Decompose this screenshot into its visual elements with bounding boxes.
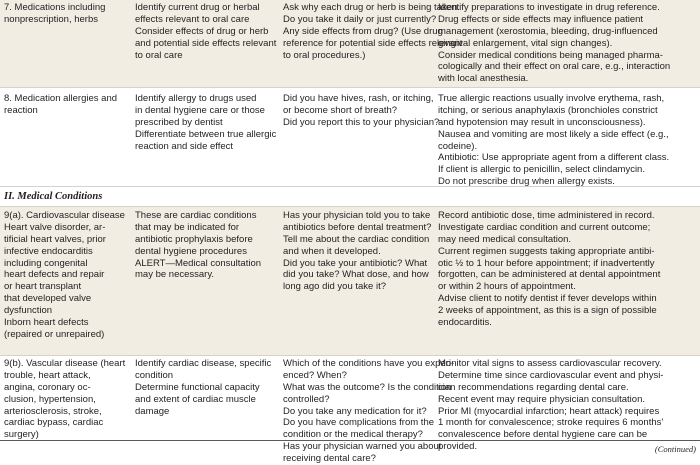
cell-line: heart defects and repair bbox=[4, 269, 105, 281]
cell-line: What was the outcome? Is the condition bbox=[283, 381, 452, 393]
cell-line: Do not prescribe drug when allergy exists. bbox=[438, 176, 615, 188]
row-7-questions bbox=[283, 2, 462, 61]
cell-line: Identify current drug or herbal bbox=[135, 2, 260, 13]
cell-line: True allergic reactions usually involve erythema, rash, bbox=[438, 93, 665, 104]
continued-footer: (Continued) bbox=[654, 444, 696, 454]
cell-line: Determine time since cardiovascular event and physi- bbox=[438, 369, 664, 381]
cell-line: Has your physician warned you about bbox=[283, 441, 442, 453]
cell-line: These are cardiac conditions bbox=[135, 210, 257, 221]
cell-line: Identify allergy to drugs used bbox=[135, 93, 257, 104]
cell-line: Determine functional capacity bbox=[135, 381, 260, 393]
row-9a-item bbox=[4, 210, 125, 341]
cell-line: surgery) bbox=[4, 429, 39, 441]
cell-line: or within 2 hours of appointment. bbox=[438, 281, 576, 293]
cell-line: 8. Medication allergies and bbox=[4, 93, 118, 104]
cell-line: Prior MI (myocardial infarction; heart attack) requires bbox=[438, 405, 660, 417]
cell-line: Which of the conditions have you experi- bbox=[283, 358, 455, 369]
cell-line: condition bbox=[135, 369, 174, 381]
cell-line: tificial heart valves, prior bbox=[4, 233, 106, 245]
cell-line: may be necessary. bbox=[135, 269, 215, 281]
cell-line: reaction bbox=[4, 104, 38, 116]
cell-line: (repaired or unrepaired) bbox=[4, 328, 105, 340]
cell-line: Consider medical conditions being managed pharma- bbox=[438, 49, 663, 61]
cell-line: or become short of breath? bbox=[283, 104, 398, 116]
cell-line: Identify preparations to investigate in drug reference. bbox=[438, 2, 660, 13]
cell-line: If client is allergic to penicillin, select clindamycin. bbox=[438, 164, 645, 176]
row-8-objective bbox=[135, 93, 276, 152]
cell-line: Has your physician told you to take bbox=[283, 210, 431, 221]
cell-line: prescribed by dentist bbox=[135, 116, 223, 128]
cell-line: antibiotics before dental treatment? bbox=[283, 221, 432, 233]
cell-line: Any side effects from drug? (Use drug bbox=[283, 25, 443, 37]
row-9b-considerations bbox=[438, 358, 663, 453]
cell-line: that may be indicated for bbox=[135, 221, 240, 233]
cell-line: Do you take it daily or just currently? bbox=[283, 13, 437, 25]
cell-line: damage bbox=[135, 405, 170, 417]
cell-line: to oral care bbox=[135, 49, 183, 61]
cell-line: Recent event may require physician consultation. bbox=[438, 393, 646, 405]
cell-line: 1 month for convalescence; stroke requires 6 months' bbox=[438, 417, 664, 429]
row-9b-questions bbox=[283, 358, 454, 465]
row-9a-considerations bbox=[438, 210, 660, 329]
row-9b-item bbox=[4, 358, 125, 441]
cell-line: reaction and side effect bbox=[135, 140, 234, 152]
row-8-item bbox=[4, 93, 117, 117]
cell-line: and potential side effects relevant bbox=[135, 37, 277, 49]
cell-line: may need medical consultation. bbox=[438, 233, 572, 245]
cell-line: Heart valve disorder, ar- bbox=[4, 221, 106, 233]
cell-line: receiving dental care? bbox=[283, 453, 376, 465]
cell-line: provided. bbox=[438, 441, 478, 453]
row-8-considerations bbox=[438, 93, 669, 188]
cell-line: ALERT—Medical consultation bbox=[135, 257, 262, 269]
cell-line: with local anesthesia. bbox=[438, 73, 529, 85]
cell-line: management (xerostomia, bleeding, drug-influenced bbox=[438, 25, 658, 37]
cell-line: antibiotic prophylaxis before bbox=[135, 233, 253, 245]
cell-line: endocarditis. bbox=[438, 317, 492, 329]
cell-line: Did you report this to your physician? bbox=[283, 116, 440, 128]
cell-line: 2 weeks of appointment, as this is a sign of possible bbox=[438, 305, 657, 317]
cell-line: long ago did you take it? bbox=[283, 281, 386, 293]
cell-line: and hypotension may result in unconsciousness). bbox=[438, 116, 646, 128]
cell-line: itching, or serious anaphylaxis (bronchioles constrict bbox=[438, 104, 658, 116]
divider-row-9a-9b bbox=[0, 355, 700, 356]
cell-line: Inborn heart defects bbox=[4, 317, 89, 329]
cell-line: convalescence before dental hygiene care can be bbox=[438, 429, 648, 441]
cell-line: Nausea and vomiting are most likely a side effect (e.g., bbox=[438, 128, 669, 140]
cell-line: Monitor vital signs to assess cardiovascular recovery. bbox=[438, 358, 662, 369]
row-9a-objective bbox=[135, 210, 261, 281]
row-7-objective bbox=[135, 2, 276, 61]
cell-line: Antibiotic: Use appropriate agent from a different class. bbox=[438, 152, 670, 164]
cell-line: controlled? bbox=[283, 393, 330, 405]
cell-line: 7. Medications including bbox=[4, 2, 106, 13]
cell-line: cardiac bypass, cardiac bbox=[4, 417, 104, 429]
cell-line: trouble, heart attack, bbox=[4, 369, 91, 381]
row-7-item bbox=[4, 2, 105, 26]
cell-line: Drug effects or side effects may influence patient bbox=[438, 13, 644, 25]
cell-line: Current regimen suggests taking appropriate antibi- bbox=[438, 245, 655, 257]
cell-line: and extent of cardiac muscle bbox=[135, 393, 256, 405]
cell-line: effects relevant to oral care bbox=[135, 13, 250, 25]
cell-line: 9(b). Vascular disease (heart bbox=[4, 358, 126, 369]
cell-line: Investigate cardiac condition and current outcome; bbox=[438, 221, 651, 233]
cell-line: nonprescription, herbs bbox=[4, 13, 98, 25]
cell-line: Did you have hives, rash, or itching, bbox=[283, 93, 434, 104]
cell-line: to oral procedures.) bbox=[283, 49, 366, 61]
cell-line: Differentiate between true allergic bbox=[135, 128, 277, 140]
cell-line: cologically and their effect on oral care, e.g., interaction bbox=[438, 61, 671, 73]
divider-section-9a bbox=[0, 206, 700, 207]
cell-line: Ask why each drug or herb is being taken. bbox=[283, 2, 460, 13]
cell-line: and when it developed. bbox=[283, 245, 381, 257]
cell-line: otic ½ to 1 hour before appointment; if inadvertently bbox=[438, 257, 655, 269]
divider-row-7-8 bbox=[0, 87, 700, 88]
cell-line: reference for potential side effects relevant bbox=[283, 37, 463, 49]
cell-line: Tell me about the cardiac condition bbox=[283, 233, 430, 245]
section-heading: II. Medical Conditions bbox=[4, 191, 103, 202]
row-9b-objective bbox=[135, 358, 271, 417]
cell-line: Did you take your antibiotic? What bbox=[283, 257, 428, 269]
cell-line: dental hygiene procedures bbox=[135, 245, 247, 257]
cell-line: Do you have complications from the bbox=[283, 417, 435, 429]
cell-line: gingival enlargement, vital sign changes). bbox=[438, 37, 613, 49]
cell-line: forgotten, can be administered at dental appointment bbox=[438, 269, 661, 281]
cell-line: or heart transplant bbox=[4, 281, 82, 293]
cell-line: dysfunction bbox=[4, 305, 53, 317]
cell-line: enced? When? bbox=[283, 369, 347, 381]
cell-line: in dental hygiene care or those bbox=[135, 104, 265, 116]
cell-line: codeine). bbox=[438, 140, 478, 152]
cell-line: did you take? What dose, and how bbox=[283, 269, 429, 281]
cell-line: Do you take any medication for it? bbox=[283, 405, 427, 417]
cell-line: Advise client to notify dentist if fever develops within bbox=[438, 293, 657, 305]
row-9a-questions bbox=[283, 210, 431, 293]
cell-line: arteriosclerosis, stroke, bbox=[4, 405, 102, 417]
cell-line: that developed valve bbox=[4, 293, 92, 305]
cell-line: Record antibiotic dose, time administered in record. bbox=[438, 210, 655, 221]
cell-line: Identify cardiac disease, specific bbox=[135, 358, 272, 369]
cell-line: including congenital bbox=[4, 257, 88, 269]
cell-line: angina, coronary oc- bbox=[4, 381, 91, 393]
cell-line: Consider effects of drug or herb bbox=[135, 25, 269, 37]
row-8-questions bbox=[283, 93, 439, 129]
cell-line: 9(a). Cardiovascular disease bbox=[4, 210, 125, 221]
cell-line: condition or the medical therapy? bbox=[283, 429, 423, 441]
cell-line: cian recommendations regarding dental care. bbox=[438, 381, 629, 393]
row-7-considerations bbox=[438, 2, 670, 85]
cell-line: infective endocarditis bbox=[4, 245, 93, 257]
cell-line: clusion, hypertension, bbox=[4, 393, 96, 405]
